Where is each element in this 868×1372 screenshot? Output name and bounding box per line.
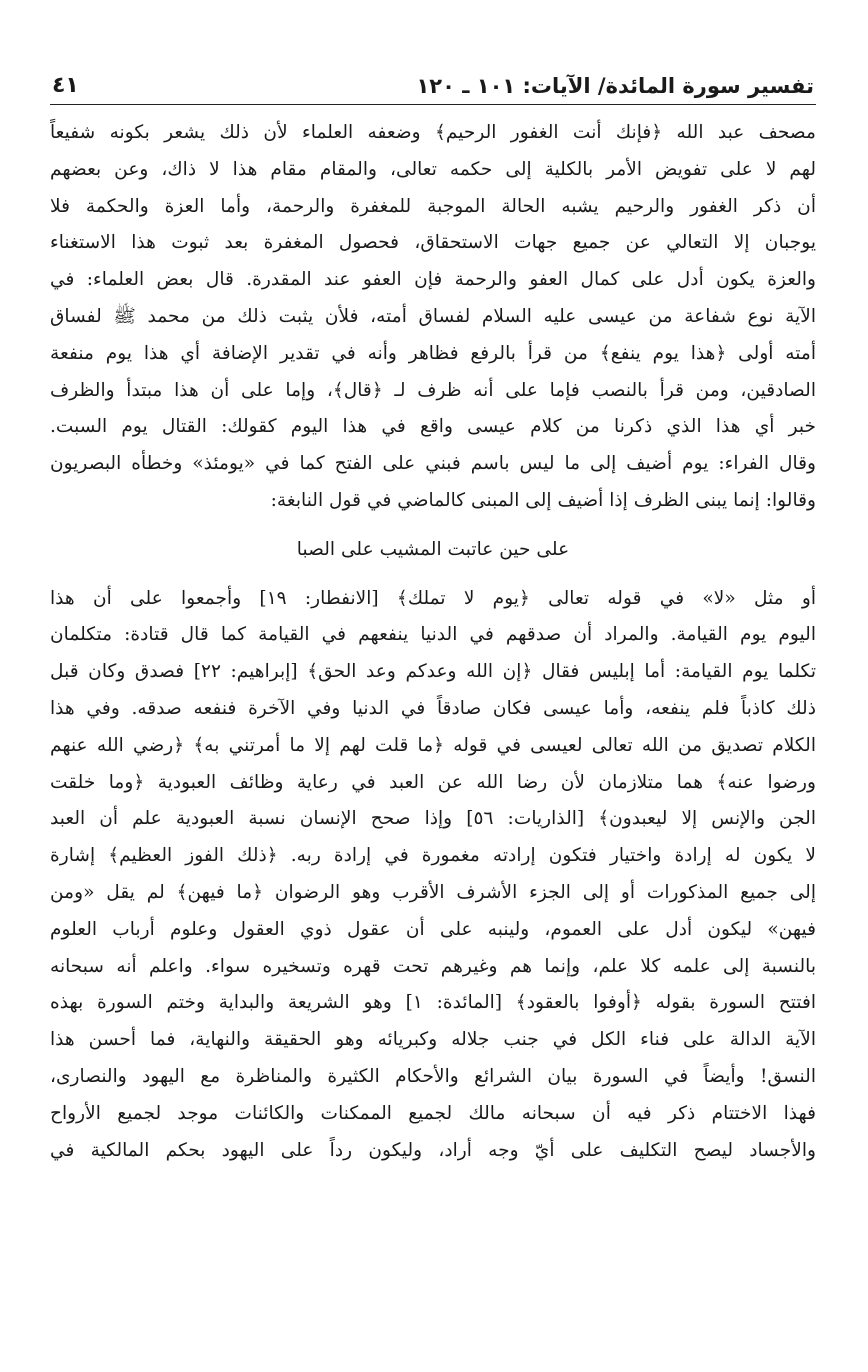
text-line: ذلك كاذباً فلم ينفعه، وأما عيسى فكان صادقاً في الدنيا وفي الآخرة فنفعه صدقه. وفي هذا xyxy=(50,697,816,719)
text-line: ورضوا عنه﴾ هما متلازمان لأن رضا الله عن العبد في رعاية وظائف العبودية ﴿وما خلقت xyxy=(50,771,816,793)
paragraph-1 xyxy=(50,115,816,520)
text-line: تكلما يوم القيامة: أما إبليس فقال ﴿إن الله وعدكم وعد الحق﴾ [إبراهيم: ٢٢] فصدق وكان قبل xyxy=(50,661,816,683)
text-line: مصحف عبد الله ﴿فإنك أنت الغفور الرحيم﴾ وضعفه العلماء لأن ذلك يشعر بكونه شفيعاً xyxy=(50,122,816,143)
text-line: الجن والإنس إلا ليعبدون﴾ [الذاريات: ٥٦] وإذا صحح الإنسان نسبة العبودية علم أن العبد xyxy=(50,808,816,830)
poetry-verse: على حين عاتبت المشيب على الصبا xyxy=(296,538,570,560)
text-line: الكلام تصديق من الله تعالى لعيسى في قوله ﴿ما قلت لهم إلا ما أمرتني به﴾ ﴿رضي الله عنهم xyxy=(50,734,816,756)
text-line: لهم لا على تفويض الأمر بالكلية إلى حكمه تعالى، والمقام مقام هذا لا ذاك، وعن بعضهم xyxy=(50,158,816,180)
text-line: النسق! وأيضاً في السورة بيان الشرائع والأحكام الكثيرة والمناظرة مع اليهود والنصارى، xyxy=(50,1065,816,1087)
text-line: أو مثل «لا» في قوله تعالى ﴿يوم لا تملك﴾ [الانفطار: ١٩] وأجمعوا على أن هذا xyxy=(50,587,816,609)
text-line: إلى جميع المذكورات أو إلى الجزء الأشرف الأقرب وهو الرضوان ﴿ما فيهن﴾ لم يقل «ومن xyxy=(50,881,816,903)
text-line: والعزة يكون أدل على كمال العفو والرحمة فإن العفو عند المقدرة. قال بعض العلماء: في xyxy=(50,269,816,291)
page-number: ٤١ xyxy=(52,73,79,98)
text-line: أمته أولى ﴿هذا يوم ينفع﴾ من قرأ بالرفع فظاهر وأنه في تقدير الإضافة أي هذا يوم منفعة xyxy=(50,342,816,364)
text-line: الآية الدالة على فناء الكل في جنب جلاله وكبريائه وهو الحقيقة والنهاية، فما أحسن هذا xyxy=(50,1029,816,1051)
text-line: وقالوا: إنما يبنى الظرف إذا أضيف إلى المبنى كالماضي في قول النابغة: xyxy=(270,489,816,511)
text-line: أن ذكر الغفور والرحيم يشبه الحالة الموجبة للمغفرة والرحمة، وأما العزة والحكمة فلا xyxy=(50,195,816,217)
running-header-title: تفسير سورة المائدة/ الآيات: ١٠١ ـ ١٢٠ xyxy=(416,74,814,98)
text-line: فيهن» ليكون أدل على العموم، ولينبه على أن عقول ذوي العقول وعلوم أرباب العلوم xyxy=(50,918,816,940)
text-line: خبر أي هذا الذي ذكرنا من كلام عيسى واقع في هذا اليوم كقولك: القتال يوم السبت. xyxy=(50,416,816,438)
text-line: بالنسبة إلى علمه كلا علم، وإنما هم وغيرهم تحت قهره وتسخيره سواء. واعلم أنه سبحانه xyxy=(50,955,816,977)
text-line: الصادقين، ومن قرأ بالنصب فإما على أنه ظرف لـ ﴿قال﴾، وإما على أن هذا مبتدأ والظرف xyxy=(50,379,816,401)
running-header xyxy=(50,64,816,105)
text-line: الآية نوع شفاعة من عيسى عليه السلام لفساق أمته، فلأن يثبت ذلك من محمد ﷺ لفساق xyxy=(50,305,816,327)
text-line: فهذا الاختتام ذكر فيه أن سبحانه مالك لجميع الممكنات والكائنات موجد لجميع الأرواح xyxy=(50,1102,816,1124)
paragraph-2 xyxy=(50,581,816,1170)
text-line: والأجساد ليصح التكليف على أيّ وجه أراد، وليكون رداً على اليهود بحكم المالكية في xyxy=(50,1139,816,1161)
text-line: لا يكون له إرادة واختيار فتكون إرادته مغمورة في إرادة ربه. ﴿ذلك الفوز العظيم﴾ إشارة xyxy=(50,845,816,867)
body-text xyxy=(50,115,816,1169)
text-line: يوجبان إلا التعالي عن جميع جهات الاستحقاق، فحصول المغفرة بعد ثبوت هذا الاستغناء xyxy=(50,232,816,254)
text-line: افتتح السورة بقوله ﴿أوفوا بالعقود﴾ [المائدة: ١] وهو الشريعة والبداية وختم السورة بهذه xyxy=(50,992,816,1014)
text-line: وقال الفراء: يوم أضيف إلى ما ليس باسم فبني على الفتح كما في «يومئذ» وخطأه البصريون xyxy=(50,453,816,475)
text-line: اليوم يوم القيامة. والمراد أن صدقهم في الدنيا ينفعهم في القيامة كما قال قتادة: متكلمان xyxy=(50,624,816,646)
